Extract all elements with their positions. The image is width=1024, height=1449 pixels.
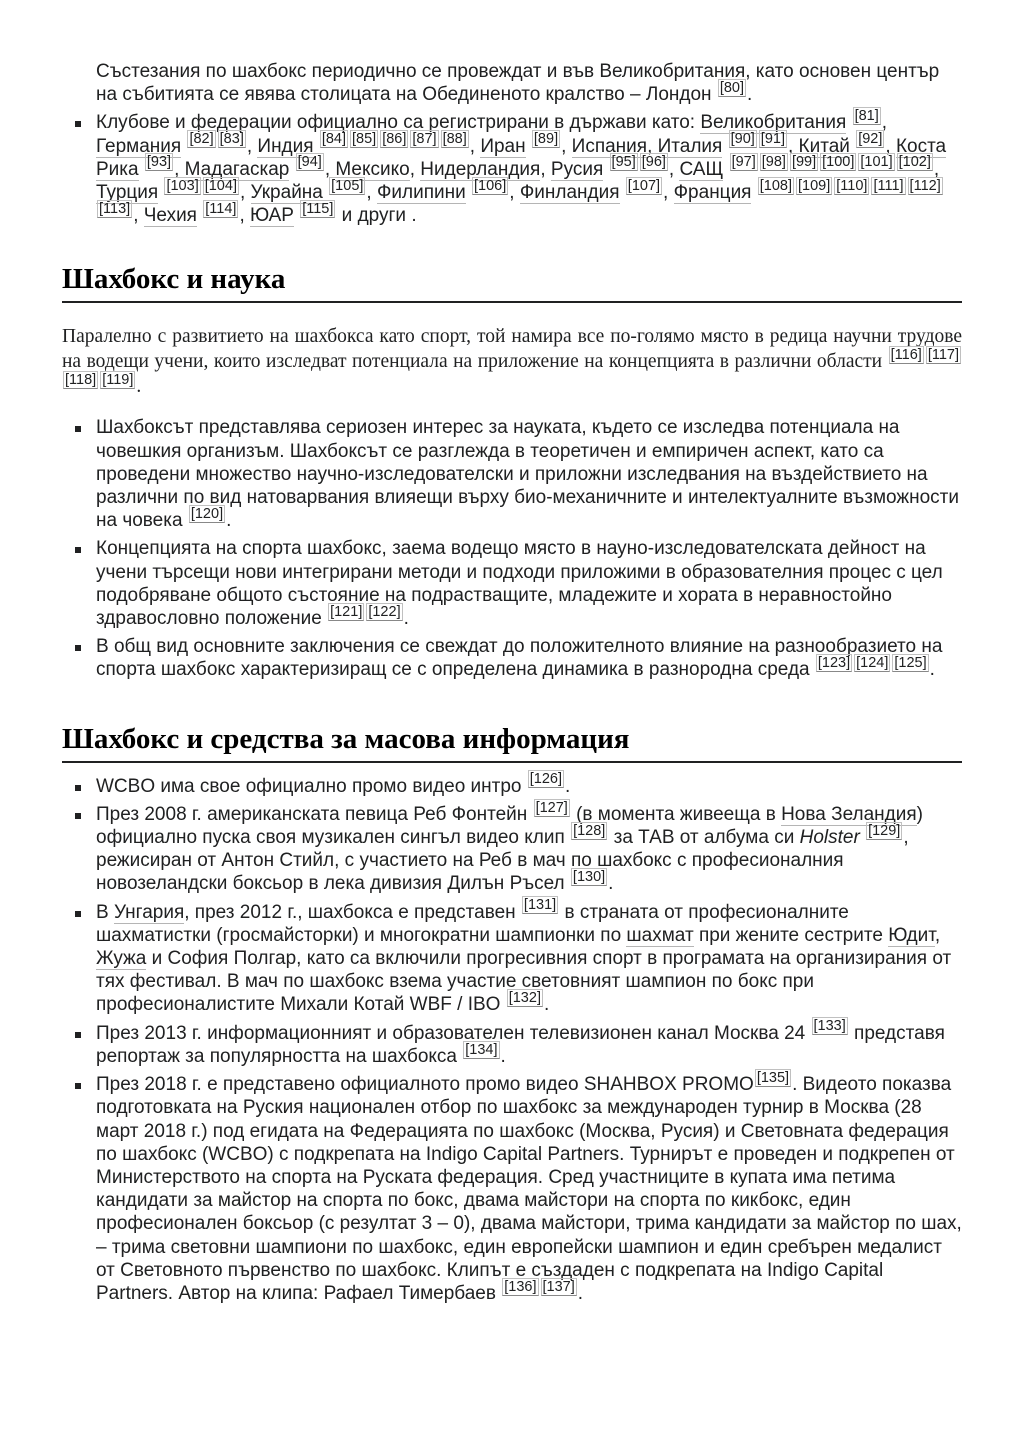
section-heading-science: Шахбокс и наука	[62, 263, 962, 303]
country-link[interactable]: Украйна	[250, 182, 323, 204]
citation-ref[interactable]: [133]	[813, 1018, 846, 1035]
citation-ref[interactable]: [134]	[465, 1041, 498, 1058]
media-item-text: ) официално пуска своя музикален сингъл видео клип	[96, 803, 923, 849]
article-content	[62, 60, 962, 1305]
science-paragraph-text: Паралелно с развитието на шахбокса като спорт, той намира все по-голямо място в редица научни трудове на водещи учени, които изследват потенциала на приложение на концепцията в различни области	[62, 326, 962, 373]
citation-ref[interactable]: [114]	[205, 200, 237, 217]
album-title: Holster	[799, 827, 860, 849]
citation-ref[interactable]: [124]	[856, 655, 889, 672]
science-item: В общ вид основните заключения се свеждат до положителното влияние на разнообразието на спорта шахбокс характеризиращ се с определена динамика в разнородна среда [123] [124] [125] .	[62, 635, 962, 681]
citation-ref[interactable]: [120]	[190, 505, 224, 522]
citation-ref[interactable]: [85]	[352, 131, 377, 148]
media-item-text: при жените сестрите	[698, 924, 883, 946]
citation-ref[interactable]: [95]	[611, 154, 636, 171]
country-link[interactable]: Китай	[798, 135, 850, 157]
media-item: WCBO има свое официално промо видео интро [126] .	[62, 775, 962, 798]
country-link[interactable]: Филипини	[376, 182, 466, 204]
citation-ref[interactable]: [136]	[504, 1278, 537, 1295]
media-item-text: за ТАВ от албума си	[613, 827, 795, 849]
country-link[interactable]: Иран	[480, 135, 526, 157]
citation-ref[interactable]: [94]	[297, 154, 322, 171]
citation-ref[interactable]: [97]	[731, 154, 756, 171]
science-paragraph: Паралелно с развитието на шахбокса като спорт, той намира все по-голямо място в редица научни трудове на водещи учени, които изследват потенциала на приложение на концепцията в различни области [116] [117][118] [119] .	[62, 326, 962, 398]
citation-ref[interactable]: [84]	[321, 131, 347, 148]
clubs-item	[62, 108, 962, 227]
country-link[interactable]: Германия	[96, 135, 182, 157]
citation-ref[interactable]: [104]	[204, 177, 237, 194]
country-link[interactable]: Великобритания	[700, 112, 847, 134]
science-list	[62, 416, 962, 681]
citation-ref[interactable]: [80]	[719, 79, 745, 96]
link-zsuzsa[interactable]: Жужа	[96, 948, 147, 970]
citation-ref[interactable]: [112]	[909, 177, 941, 194]
citation-ref[interactable]: [86]	[382, 131, 407, 148]
country-link[interactable]: Финландия	[519, 182, 620, 204]
citation-ref[interactable]: [126]	[529, 771, 563, 788]
citation-ref[interactable]: [101]	[860, 154, 893, 171]
citation-ref[interactable]: [117]	[927, 346, 960, 363]
media-item-text: В	[96, 901, 109, 923]
section-heading-media: Шахбокс и средства за масова информация	[62, 723, 962, 763]
country-link[interactable]: ЮАР	[250, 205, 294, 227]
citation-ref[interactable]: [87]	[412, 131, 437, 148]
media-item: През 2013 г. информационният и образователен телевизионен канал Москва 24 [133] представя репортаж за популярността на шахбокса [134] .	[62, 1022, 962, 1068]
clubs-lead-text: Клубове и федерации официално са регистрирани в държави като:	[96, 112, 696, 134]
citation-ref[interactable]: [88]	[442, 131, 467, 148]
citation-ref[interactable]: [99]	[791, 154, 817, 171]
intro-text: Състезания по шахбокс периодично се провеждат и във Великобритания, като основен център на събитията се явява столицата на Обединеното кралство – Лондон	[96, 61, 940, 106]
citation-ref[interactable]: [132]	[508, 990, 541, 1007]
country-link[interactable]: Коста Рика	[96, 135, 947, 180]
citation-ref[interactable]: [81]	[854, 108, 879, 125]
citation-ref[interactable]: [121]	[330, 603, 363, 620]
country-link[interactable]: Чехия	[143, 205, 197, 227]
science-item-text: Шахбоксът представлява сериозен интерес за науката, където се изследва потенциала на човешкия организъм. Шахбоксът се разглежда в теоретичен и емпиричен аспект, като са проведени множество научно-изследователски и приложни изследвания на въздействието на различни по вид натоварвания влияещи върху био-механичните и интелектуалните възможности на човека	[96, 417, 959, 532]
clubs-tail-text: и други .	[341, 205, 417, 227]
citation-ref[interactable]: [125]	[894, 655, 927, 672]
citation-ref[interactable]: [92]	[858, 131, 883, 148]
citation-ref[interactable]: [128]	[573, 822, 606, 839]
citation-ref[interactable]: [107]	[627, 177, 661, 194]
citation-ref[interactable]: [90]	[730, 131, 755, 148]
intro-item: Състезания по шахбокс периодично се провеждат и във Великобритания, като основен център на събитията се явява столицата на Обединеното кралство – Лондон [80] .	[96, 61, 940, 106]
citation-ref[interactable]: [96]	[641, 154, 666, 171]
citation-ref[interactable]: [122]	[368, 603, 401, 620]
citation-ref[interactable]: [119]	[102, 371, 134, 388]
media-item-text: През 2008 г. американската певица Реб Фонтейн	[96, 803, 528, 825]
citation-ref[interactable]: [98]	[761, 154, 786, 171]
science-item-text: В общ вид основните заключения се свеждат до положителното влияние на разнообразието на спорта шахбокс характеризиращ се с определена динамика в разнородна среда	[96, 636, 943, 681]
intro-list	[62, 60, 962, 227]
citation-ref[interactable]: [129]	[868, 822, 901, 839]
media-item: През 2008 г. американската певица Реб Фонтейн [127] (в момента живееща в Нова Зеландия) официално пуска своя музикален сингъл видео клип [128] за ТАВ от албума си Holster [129] , режисиран от Антон Стийл, с участието на Реб в мач по шахбокс с професионалния новозеландски боксьор в лека дивизия Дилън Ръсел [130] .	[62, 803, 962, 896]
citation-ref[interactable]: [116]	[890, 346, 922, 363]
citation-ref[interactable]: [113]	[99, 200, 131, 217]
media-item-text: През 2013 г. информационният и образователен телевизионен канал Москва 24	[96, 1022, 806, 1044]
citation-ref[interactable]: [100]	[822, 154, 855, 171]
media-item-text: През 2018 г. е представено официалното промо видео SHAHBOX PROMO	[96, 1074, 754, 1096]
country-link[interactable]: Франция	[673, 182, 752, 204]
citation-ref[interactable]: [82]	[189, 131, 214, 148]
citation-ref[interactable]: [105]	[331, 177, 364, 194]
country-link[interactable]: Испания	[571, 135, 648, 157]
media-item-text: , режисиран от Антон Стийл, с участието на Реб в мач по шахбокс с професионалния новозеландски боксьор в лека дивизия Дилън Ръсел	[96, 827, 909, 895]
citation-ref[interactable]: [115]	[302, 200, 334, 217]
country-link[interactable]: Мексико	[335, 158, 410, 180]
link-new-zealand[interactable]: Нова Зеландия	[781, 803, 917, 825]
citation-ref[interactable]: [83]	[219, 131, 244, 148]
citation-ref[interactable]: [111]	[873, 177, 904, 194]
media-item-text: представя репортаж за популярността на шахбокса	[96, 1022, 945, 1067]
media-item: В Унгария, през 2012 г., шахбокса е представен [131] в страната от професионалните шахматистки (гросмайсторки) и многократни шампионки по шахмат при жените сестрите Юдит, Жужа и София Полгар, като са включили прогресивния спорт в програмата на организирания от тях фестивал. В мач по шахбокс взема участие световният шампион по бокс при професионалистите Михали Котай WBF / IBO [132] .	[62, 901, 962, 1017]
citation-ref[interactable]: [103]	[166, 177, 199, 194]
citation-ref[interactable]: [131]	[523, 897, 557, 914]
country-link[interactable]: Италия	[657, 135, 723, 157]
country-link[interactable]: САЩ	[679, 158, 724, 180]
link-judit[interactable]: Юдит	[888, 924, 935, 946]
link-chess[interactable]: шахмат	[626, 924, 694, 946]
science-item: Концепцията на спорта шахбокс, заема водещо място в науно-изследователската дейност на учени търсещи нови интегрирани методи и подходи приложими в образователния процес с цел подобряване общото състояние на подрастващите, младежите и хората в неравностойно здравословно положение [121] [122] .	[62, 537, 962, 630]
citation-ref[interactable]: [91]	[760, 131, 785, 148]
country-link[interactable]: Индия	[257, 135, 314, 157]
country-link[interactable]: Нидерландия	[420, 158, 541, 180]
science-item: Шахбоксът представлява сериозен интерес за науката, където се изследва потенциала на човешкия организъм. Шахбоксът се разглежда в теоретичен и емпиричен аспект, като са проведени множество научно-изследователски и приложни изследвания на въздействието на различни по вид натоварвания влияещи върху био-механичните и интелектуалните възможности на човека [120] .	[62, 416, 962, 532]
citation-ref[interactable]: [108]	[759, 177, 792, 194]
media-list	[62, 771, 962, 1305]
media-item-text: в страната от професионалните шахматистки (гросмайсторки) и многократни шампионки по	[96, 901, 849, 946]
citation-ref[interactable]: [135]	[756, 1069, 790, 1086]
media-item-refs	[501, 1278, 578, 1304]
citation-ref[interactable]: [93]	[146, 154, 172, 171]
country-list: Великобритания [81] , Германия [82] [83] , Индия [84] [85] [86] [87] [88] , Иран [89] , Испания, Италия [90] [91] , Китай [92] , Коста Рика [93] , Мадагаскар [94] , Мексико, Нидерландия, Русия [95] [96] , САЩ [97] [98] [99] [100] [101] [102] , Турция [103] [104] , Украйна [105] , Филипини [106] , Финландия [107] , Франция [108] [109] [110] [111] [112][113] , Чехия [114] , ЮАР [115]	[96, 108, 947, 227]
country-link[interactable]: Русия	[550, 158, 604, 180]
media-item-text: (в момента живееща в	[576, 803, 776, 825]
citation-ref[interactable]: [109]	[798, 177, 831, 194]
citation-ref[interactable]: [137]	[542, 1278, 575, 1295]
science-item-text: Концепцията на спорта шахбокс, заема водещо място в науно-изследователската дейност на учени търсещи нови интегрирани методи и подходи приложими в образователния процес с цел подобряване общото състояние на подрастващите, младежите и хората в неравностойно здравословно положение	[96, 538, 943, 630]
country-link[interactable]: Мадагаскар	[184, 158, 290, 180]
media-item-text: и София Полгар, като са включили прогресивния спорт в програмата на организирания от тях фестивал. В мач по шахбокс взема участие световният шампион по бокс при професионалистите Михали Котай WBF / IBO	[96, 948, 952, 1016]
citation-ref[interactable]: [127]	[535, 799, 568, 816]
citation-ref[interactable]: [123]	[817, 655, 851, 672]
media-item-text: , през 2012 г., шахбокса е представен	[184, 901, 516, 923]
citation-ref[interactable]: [118]	[65, 371, 97, 388]
media-item: През 2018 г. е представено официалното промо видео SHAHBOX PROMO [135] . Видеото показва подготовката на Руския национален отбор по шахбокс за международен турнир в Москва (28 март 2018 г.) под егидата на Федерацията по шахбокс (Москва, Русия) и Световната федерация по шахбокс (WCBO) с подкрепата на Indigo Capital Partners. Турнирът е проведен и подкрепен от Министерството на спорта на Руската федерация. Сред участниците в купата има петима кандидати за майстор на спорта по бокс, двама майстори на спорта по кикбокс, един професионален боксьор (с резултат 3 – 0), двама майстори, трима кандидати за майстор по шах, – трима световни шампиони по шахбокс, един европейски шампион и един сребърен медалист от Световното първенство по шахбокс. Клипът е създаден с подкрепата на Indigo Capital Partners. Автор на клипа: Рафаел Тимербаев [136] [137] .	[62, 1073, 962, 1305]
media-item-text: WCBO има свое официално промо видео интро	[96, 775, 522, 797]
citation-ref[interactable]: [102]	[898, 154, 931, 171]
citation-ref[interactable]: [110]	[836, 177, 868, 194]
citation-ref[interactable]: [130]	[572, 869, 606, 886]
link-hungary[interactable]: Унгария	[113, 901, 185, 923]
citation-ref[interactable]: [89]	[533, 131, 559, 148]
country-link[interactable]: Турция	[96, 182, 159, 204]
media-item-text: . Видеото показва подготовката на Руския национален отбор по шахбокс за международен турнир в Москва (28 март 2018 г.) под егидата на Федерацията по шахбокс (Москва, Русия) и Световната федерация по шахбокс (WCBO) с подкрепата на Indigo Capital Partners. Турнирът е проведен и подкрепен от Министерството на спорта на Руската федерация. Сред участниците в купата има петима кандидати за майстор на спорта по бокс, двама майстори на спорта по кикбокс, един професионален боксьор (с резултат 3 – 0), двама майстори, трима кандидати за майстор по шах, – трима световни шампиони по шахбокс, един европейски шампион и един сребърен медалист от Световното първенство по шахбокс. Клипът е създаден с подкрепата на Indigo Capital Partners. Автор на клипа: Рафаел Тимербаев	[96, 1074, 962, 1304]
citation-ref[interactable]: [106]	[474, 177, 507, 194]
